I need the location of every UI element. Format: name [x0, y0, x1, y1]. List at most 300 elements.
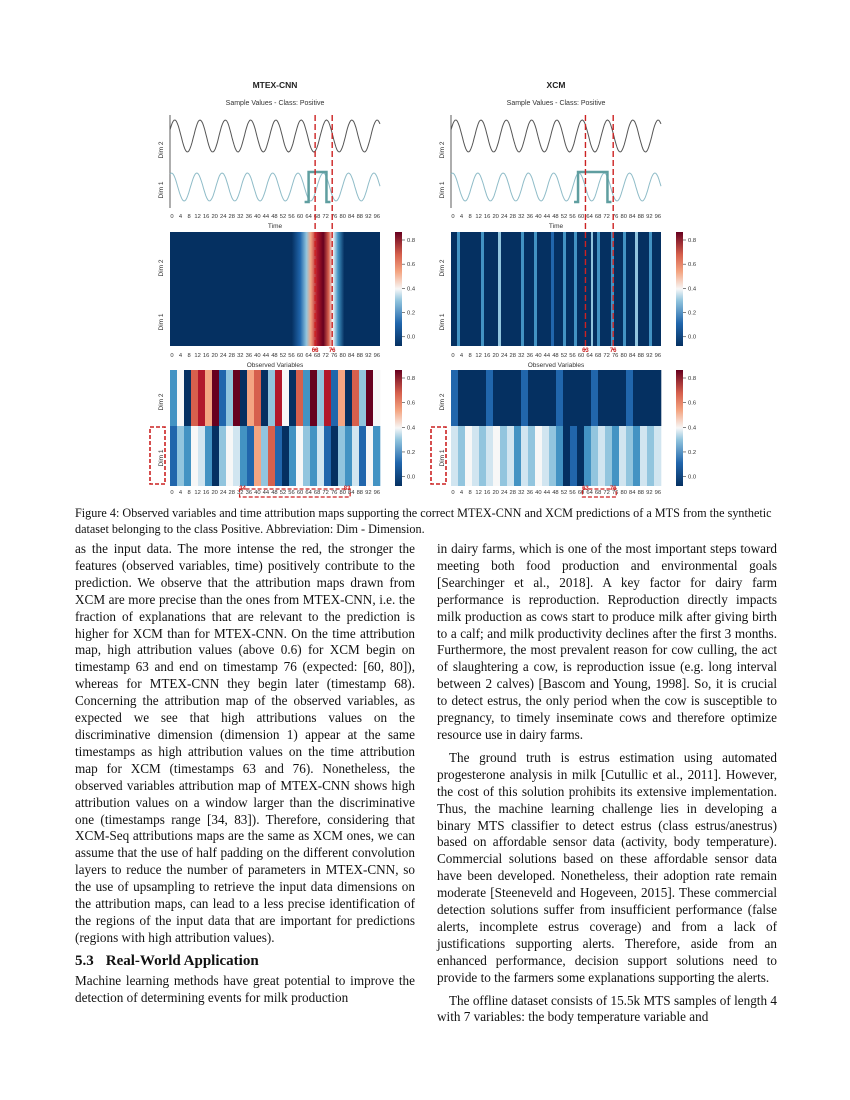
- xtick-map: 24: [500, 353, 508, 359]
- xtick-obs: 8: [468, 490, 472, 496]
- obs-dim1-cell: [577, 426, 584, 486]
- time-map-stripe: [574, 232, 577, 346]
- xtick-time: 28: [228, 214, 235, 220]
- xtick-map: 16: [202, 353, 210, 359]
- panel-title: XCM: [546, 80, 566, 90]
- obs-dim1-cell: [177, 426, 184, 486]
- xtick-map: 92: [646, 353, 653, 359]
- obs-dim2-cell: [514, 370, 521, 426]
- colorbar-label: 0.6: [688, 400, 697, 407]
- xtick-time: 40: [535, 214, 542, 220]
- xtick-obs: 36: [526, 490, 534, 496]
- xtick-time: 0: [170, 214, 174, 220]
- obs-dim2-cell: [654, 370, 661, 426]
- xtick-obs: 68: [313, 490, 321, 496]
- obs-dim1-cell: [619, 426, 626, 486]
- xtick-obs: 16: [483, 490, 491, 496]
- xtick-time: 92: [646, 214, 653, 220]
- obs-dim1-cell: [556, 426, 563, 486]
- xtick-map: 80: [339, 353, 346, 359]
- map-dim2-label: Dim 2: [439, 259, 446, 277]
- observed-axis-label: Observed Variables: [527, 362, 585, 369]
- dim1-series-line: [451, 173, 661, 201]
- right-column: [437, 541, 777, 1026]
- xtick-map: 32: [518, 353, 525, 359]
- xtick-map: 76: [611, 353, 619, 359]
- xtick-time: 88: [637, 214, 645, 220]
- time-map-stripe: [591, 232, 593, 346]
- obs-dim1-cell: [331, 426, 338, 486]
- xtick-time: 8: [187, 214, 191, 220]
- panel-subtitle: Sample Values - Class: Positive: [225, 100, 325, 107]
- dim1-label: Dim 1: [158, 181, 165, 199]
- xtick-obs: 32: [237, 490, 244, 496]
- xtick-time: 0: [451, 214, 455, 220]
- colorbar-label: 0.8: [688, 376, 697, 382]
- colorbar-label: 0.2: [688, 310, 697, 317]
- colorbar-label: 0.4: [688, 425, 697, 432]
- time-map-stripe: [649, 232, 652, 346]
- colorbar-label: 0.0: [688, 474, 697, 481]
- xtick-time: 24: [219, 214, 227, 220]
- xtick-time: 76: [330, 214, 338, 220]
- obs-dim2-cell: [184, 370, 191, 426]
- obs-dim2-cell: [296, 370, 303, 426]
- obs-dim1-cell: [191, 426, 198, 486]
- colorbar-label: 0.0: [688, 334, 697, 341]
- xtick-time: 16: [202, 214, 210, 220]
- obs-dim2-cell: [451, 370, 458, 426]
- colorbar-label: 0.8: [407, 238, 416, 244]
- xtick-obs: 4: [459, 490, 464, 496]
- marker-label-start: 68: [311, 348, 319, 354]
- xtick-time: 44: [543, 214, 551, 220]
- obs-dim2-cell: [324, 370, 331, 426]
- xtick-time: 8: [468, 214, 472, 220]
- xtick-obs: 56: [569, 490, 576, 496]
- section-number: 5.3: [75, 952, 94, 969]
- xtick-obs: 12: [475, 490, 482, 496]
- xtick-time: 52: [279, 214, 287, 220]
- obs-marker-label-start: 63: [582, 486, 589, 492]
- xtick-obs: 84: [348, 490, 355, 496]
- time-axis-label: Time: [267, 223, 283, 230]
- marker-label-end: 76: [609, 348, 617, 354]
- xtick-map: 4: [459, 353, 464, 359]
- xtick-map: 12: [194, 353, 201, 359]
- map-dim1-label: Dim 1: [439, 313, 446, 331]
- obs-dim2-cell: [317, 370, 324, 426]
- xtick-obs: 76: [330, 490, 338, 496]
- xtick-map: 60: [296, 353, 304, 359]
- section-heading: [75, 953, 415, 970]
- xtick-time: 28: [509, 214, 516, 220]
- xtick-obs: 48: [271, 490, 278, 496]
- obs-dim2-cell: [570, 370, 577, 426]
- xtick-map: 68: [313, 353, 321, 359]
- obs-dim1-cell: [317, 426, 324, 486]
- marker-label-start: 63: [582, 348, 589, 354]
- obs-dim1-cell: [570, 426, 577, 486]
- xtick-obs: 20: [211, 490, 218, 496]
- xtick-obs: 80: [339, 490, 346, 496]
- xtick-obs: 44: [543, 490, 551, 496]
- xtick-time: 92: [365, 214, 372, 220]
- right-paragraph-2: The ground truth is estrus estimation using automated progesterone analysis in milk [Cutullic et al., 2011]. However, the cost of this solution prohibits its extensive implementation. Thus, the machine learning challenge lies in developing a binary MTS classifier to detect estrus (class estrus/anestrus) based on affordable sensor data (activity, body temperature). Commercial solutions based on these affordable sensor data have been developed. Nonetheless, their adoption rate remain moderate [Steeneveld and Hogeveen, 2015]. These commercial detection solutions suffer from insufficient performance (false alerts, incomplete estrus coverage) and from a lack of justifications supporting alerts. Therefore, aside from an enhanced performance, decision support solutions need to provide to the farmers some explanations supporting the alerts.: [437, 749, 777, 985]
- colorbar-label: 0.6: [407, 400, 416, 407]
- xtick-time: 64: [586, 214, 593, 220]
- dim1-label: Dim 1: [439, 181, 446, 199]
- figure-4: [0, 0, 850, 500]
- obs-dim2-cell: [373, 370, 380, 426]
- left-column: [75, 541, 415, 1006]
- colorbar-label: 0.0: [407, 474, 416, 481]
- xtick-map: 68: [594, 353, 602, 359]
- xtick-map: 4: [178, 353, 183, 359]
- obs-dim1-cell: [479, 426, 486, 486]
- obs-dim1-cell: [549, 426, 556, 486]
- obs-dim1-label: Dim 1: [439, 449, 446, 467]
- obs-dim1-cell: [535, 426, 542, 486]
- xtick-time: 40: [254, 214, 261, 220]
- xtick-time: 16: [483, 214, 491, 220]
- obs-dim2-cell: [500, 370, 507, 426]
- figure-caption: [75, 506, 775, 537]
- xtick-obs: 88: [356, 490, 364, 496]
- colorbar-label: 0.4: [688, 286, 697, 293]
- colorbar: [395, 370, 402, 486]
- xtick-time: 76: [611, 214, 619, 220]
- xtick-obs: 96: [373, 490, 381, 496]
- colorbar-label: 0.4: [407, 286, 416, 293]
- obs-dim2-cell: [345, 370, 352, 426]
- xtick-time: 64: [305, 214, 312, 220]
- dim1-pulse: [574, 172, 611, 202]
- xtick-obs: 52: [279, 490, 287, 496]
- obs-dim2-cell: [359, 370, 366, 426]
- xtick-map: 24: [219, 353, 227, 359]
- xtick-time: 60: [296, 214, 304, 220]
- obs-dim1-cell: [289, 426, 296, 486]
- xtick-map: 44: [543, 353, 551, 359]
- obs-dim2-label: Dim 2: [439, 393, 446, 411]
- obs-dim1-cell: [254, 426, 261, 486]
- xtick-map: 8: [468, 353, 472, 359]
- xtick-map: 36: [245, 353, 253, 359]
- xtick-time: 32: [518, 214, 525, 220]
- obs-dim1-cell: [345, 426, 352, 486]
- xtick-map: 76: [330, 353, 338, 359]
- obs-dim2-cell: [640, 370, 647, 426]
- dim1-pulse: [305, 172, 331, 202]
- xtick-map: 88: [356, 353, 364, 359]
- xtick-map: 48: [271, 353, 278, 359]
- obs-marker-label-start: 34: [239, 486, 246, 492]
- xtick-obs: 92: [646, 490, 653, 496]
- obs-dim2-cell: [366, 370, 373, 426]
- obs-dim2-cell: [458, 370, 465, 426]
- obs-dim1-cell: [282, 426, 289, 486]
- time-map-stripe: [498, 232, 501, 346]
- xtick-map: 28: [228, 353, 235, 359]
- xtick-time: 56: [288, 214, 295, 220]
- obs-dim1-cell: [205, 426, 212, 486]
- obs-dim2-cell: [563, 370, 570, 426]
- right-paragraph-1: in dairy farms, which is one of the most important steps toward meeting both food production and environmental goals [Searchinger et al., 2018]. A key factor for dairy farm performance is reproduction. Reproduction directly impacts milk production as cows start to produce milk after giving birth to a calf; and milk productivity declines after the first 3 months. Furthermore, the most prevalent reason for cow culling, the act of slaughtering a cow, is reproduction issue (e.g. long interval between 2 calves) [Bascom and Young, 1998]. So, it is crucial to detect estrus, the only period when the cow is susceptible to pregnancy, to timely inseminate cows and therefore optimize resource use in dairy farms.: [437, 541, 777, 742]
- obs-dim2-cell: [556, 370, 563, 426]
- xtick-time: 32: [237, 214, 244, 220]
- xtick-obs: 28: [509, 490, 516, 496]
- xtick-time: 60: [577, 214, 585, 220]
- obs-dim1-cell: [451, 426, 458, 486]
- xtick-map: 88: [637, 353, 645, 359]
- xtick-obs: 24: [500, 490, 508, 496]
- colorbar-label: 0.6: [407, 262, 416, 269]
- xtick-time: 12: [475, 214, 482, 220]
- obs-dim1-cell: [584, 426, 591, 486]
- xtick-time: 52: [560, 214, 568, 220]
- obs-dim2-cell: [226, 370, 233, 426]
- xtick-map: 16: [483, 353, 491, 359]
- obs-dim1-cell: [359, 426, 366, 486]
- colorbar-label: 0.0: [407, 334, 416, 341]
- obs-dim2-cell: [219, 370, 226, 426]
- xtick-time: 96: [373, 214, 381, 220]
- obs-dim1-cell: [373, 426, 380, 486]
- xtick-time: 12: [194, 214, 201, 220]
- obs-dim2-cell: [465, 370, 472, 426]
- obs-dim1-cell: [598, 426, 605, 486]
- obs-dim1-cell: [261, 426, 268, 486]
- xtick-obs: 36: [245, 490, 253, 496]
- colorbar: [676, 232, 683, 346]
- obs-dim1-cell: [563, 426, 570, 486]
- xtick-obs: 80: [620, 490, 627, 496]
- left-paragraph-1: as the input data. The more intense the red, the stronger the features (observed variables, time) positively contribute to the prediction. We observe that the attribution maps drawn from XCM are more precise than the ones from MTEX-CNN, i.e. the fraction of explanations that are relevant to the prediction is higher for XCM than for MTEX-CNN. On the time attribution map, high attribution values (above 0.6) for XCM begin on timestamp 63 and end on timestamp 76 (expected: [60, 80]), whereas for MTEX-CNN they begin later (timestamp 68). Concerning the attribution map of the observed variables, as expected we see that high attributions values on the discriminative dimension (dimension 1) appear at the same timestamps as high attribution values on the time attribution map for XCM (timestamps 63 and 76). Nonetheless, the observed variables attribution map of MTEX-CNN shows high attribution values on a window larger than the discriminative one (timestamps range [34, 83]). Therefore, considering that XCM-Seq attributions maps are the same as XCM ones, we can assume that the use of half padding on the different convolution layers to reduce the number of parameters in MTEX-CNN, so the use of upsampling to retrieve the input data dimensions on the attribution maps, can lead to a less precise identification of the regions of the input data that are important for predictions (regions with high attribution values).: [75, 541, 415, 945]
- obs-dim1-cell: [458, 426, 465, 486]
- xtick-time: 84: [629, 214, 636, 220]
- xtick-time: 4: [459, 214, 464, 220]
- obs-dim2-cell: [303, 370, 310, 426]
- obs-dim2-cell: [331, 370, 338, 426]
- obs-dim1-cell: [275, 426, 282, 486]
- xtick-map: 72: [322, 353, 329, 359]
- xtick-time: 24: [500, 214, 508, 220]
- caption-label: Figure 4:: [75, 506, 120, 520]
- obs-dim2-cell: [247, 370, 254, 426]
- time-map-stripe: [551, 232, 554, 346]
- obs-dim2-cell: [598, 370, 605, 426]
- xtick-obs: 44: [262, 490, 270, 496]
- xtick-obs: 0: [170, 490, 174, 496]
- xtick-time: 4: [178, 214, 183, 220]
- obs-dim1-cell: [310, 426, 317, 486]
- obs-dim2-cell: [338, 370, 345, 426]
- xtick-map: 40: [535, 353, 542, 359]
- xtick-time: 56: [569, 214, 576, 220]
- xtick-map: 8: [187, 353, 191, 359]
- xtick-obs: 60: [296, 490, 304, 496]
- xtick-obs: 84: [629, 490, 636, 496]
- obs-dim2-cell: [507, 370, 514, 426]
- obs-dim1-cell: [500, 426, 507, 486]
- colorbar-label: 0.2: [407, 310, 416, 317]
- obs-dim2-cell: [577, 370, 584, 426]
- time-map-stripe: [623, 232, 626, 346]
- obs-dim1-cell: [324, 426, 331, 486]
- obs-dim2-cell: [289, 370, 296, 426]
- colorbar-label: 0.4: [407, 425, 416, 432]
- xtick-obs: 72: [603, 490, 610, 496]
- obs-dim2-cell: [240, 370, 247, 426]
- obs-dim1-cell: [240, 426, 247, 486]
- colorbar-label: 0.8: [407, 376, 416, 382]
- xtick-obs: 72: [322, 490, 329, 496]
- dim2-label: Dim 2: [158, 141, 165, 159]
- xtick-time: 48: [271, 214, 278, 220]
- obs-dim2-cell: [472, 370, 479, 426]
- obs-dim1-cell: [296, 426, 303, 486]
- obs-dim1-cell: [647, 426, 654, 486]
- obs-dim2-cell: [254, 370, 261, 426]
- xtick-time: 36: [245, 214, 253, 220]
- xtick-map: 84: [629, 353, 636, 359]
- xtick-map: 36: [526, 353, 534, 359]
- xtick-obs: 20: [492, 490, 499, 496]
- xtick-map: 56: [569, 353, 576, 359]
- xtick-obs: 76: [611, 490, 619, 496]
- obs-dim1-cell: [219, 426, 226, 486]
- time-map-stripe: [457, 232, 460, 346]
- xtick-map: 40: [254, 353, 261, 359]
- xtick-obs: 28: [228, 490, 235, 496]
- obs-dim1-cell: [605, 426, 612, 486]
- xtick-obs: 40: [535, 490, 542, 496]
- xtick-map: 32: [237, 353, 244, 359]
- xtick-map: 96: [654, 353, 662, 359]
- obs-marker-label-end: 83: [343, 486, 351, 492]
- colorbar: [395, 232, 402, 346]
- xtick-obs: 88: [637, 490, 645, 496]
- obs-dim2-cell: [275, 370, 282, 426]
- dim2-series-line: [170, 120, 380, 152]
- obs-dim1-cell: [514, 426, 521, 486]
- xtick-map: 52: [560, 353, 568, 359]
- obs-dim1-cell: [226, 426, 233, 486]
- obs-dim1-cell: [170, 426, 177, 486]
- time-map-stripe: [481, 232, 484, 346]
- obs-dim1-cell: [352, 426, 359, 486]
- xtick-map: 52: [279, 353, 287, 359]
- obs-dim1-label: Dim 1: [158, 449, 165, 467]
- obs-dim1-cell: [233, 426, 240, 486]
- obs-dim2-cell: [542, 370, 549, 426]
- xtick-obs: 16: [202, 490, 210, 496]
- xtick-obs: 68: [594, 490, 602, 496]
- obs-dim1-cell: [212, 426, 219, 486]
- section-title: Real-World Application: [105, 952, 259, 969]
- xtick-time: 20: [492, 214, 499, 220]
- xtick-obs: 64: [305, 490, 312, 496]
- colorbar-label: 0.8: [688, 238, 697, 244]
- obs-dim1-cell: [493, 426, 500, 486]
- obs-dim2-cell: [191, 370, 198, 426]
- obs-dim2-cell: [619, 370, 626, 426]
- xtick-obs: 8: [187, 490, 191, 496]
- xtick-map: 72: [603, 353, 610, 359]
- obs-dim2-cell: [584, 370, 591, 426]
- obs-dim1-cell: [198, 426, 205, 486]
- xtick-map: 96: [373, 353, 381, 359]
- obs-dim2-cell: [177, 370, 184, 426]
- xtick-time: 44: [262, 214, 270, 220]
- obs-dim1-cell: [640, 426, 647, 486]
- obs-dim2-cell: [633, 370, 640, 426]
- obs-dim2-cell: [212, 370, 219, 426]
- xtick-time: 84: [348, 214, 355, 220]
- obs-dim2-cell: [591, 370, 598, 426]
- xtick-time: 80: [620, 214, 627, 220]
- xtick-obs: 48: [552, 490, 559, 496]
- colorbar-label: 0.2: [407, 449, 416, 456]
- xtick-time: 96: [654, 214, 662, 220]
- obs-dim1-cell: [626, 426, 633, 486]
- obs-dim2-cell: [647, 370, 654, 426]
- panel-xcm: [431, 80, 697, 497]
- caption-text: Observed variables and time attribution maps supporting the correct MTEX-CNN and XCM predictions of a MTS from the synthetic dataset belonging to the class Positive. Abbreviation: Dim - Dimension.: [75, 506, 772, 536]
- xtick-obs: 40: [254, 490, 261, 496]
- dim1-series-line: [170, 173, 380, 201]
- xtick-time: 80: [339, 214, 346, 220]
- obs-dim1-cell: [338, 426, 345, 486]
- map-dim2-label: Dim 2: [158, 259, 165, 277]
- obs-dim2-cell: [626, 370, 633, 426]
- xtick-map: 44: [262, 353, 270, 359]
- xtick-time: 68: [594, 214, 602, 220]
- xtick-time: 88: [356, 214, 364, 220]
- obs-dim2-cell: [205, 370, 212, 426]
- xtick-obs: 52: [560, 490, 568, 496]
- panel-title: MTEX-CNN: [252, 80, 298, 90]
- obs-dim1-cell: [247, 426, 254, 486]
- obs-dim2-cell: [493, 370, 500, 426]
- obs-dim2-cell: [605, 370, 612, 426]
- xtick-obs: 92: [365, 490, 372, 496]
- xtick-time: 36: [526, 214, 534, 220]
- xtick-map: 56: [288, 353, 295, 359]
- obs-dim2-label: Dim 2: [158, 393, 165, 411]
- xtick-map: 84: [348, 353, 355, 359]
- xtick-time: 68: [313, 214, 321, 220]
- obs-dim1-cell: [528, 426, 535, 486]
- obs-dim1-cell: [591, 426, 598, 486]
- obs-dim2-cell: [479, 370, 486, 426]
- obs-dim1-cell: [184, 426, 191, 486]
- xtick-obs: 4: [178, 490, 183, 496]
- xtick-time: 20: [211, 214, 218, 220]
- colorbar-label: 0.6: [688, 262, 697, 269]
- obs-dim1-cell: [472, 426, 479, 486]
- xtick-map: 0: [170, 353, 174, 359]
- obs-marker-label-end: 76: [609, 486, 617, 492]
- obs-dim2-cell: [521, 370, 528, 426]
- obs-dim2-cell: [528, 370, 535, 426]
- obs-dim1-cell: [268, 426, 275, 486]
- time-map-stripe: [534, 232, 537, 346]
- xtick-map: 80: [620, 353, 627, 359]
- obs-dim2-cell: [352, 370, 359, 426]
- time-map-stripe: [635, 232, 638, 346]
